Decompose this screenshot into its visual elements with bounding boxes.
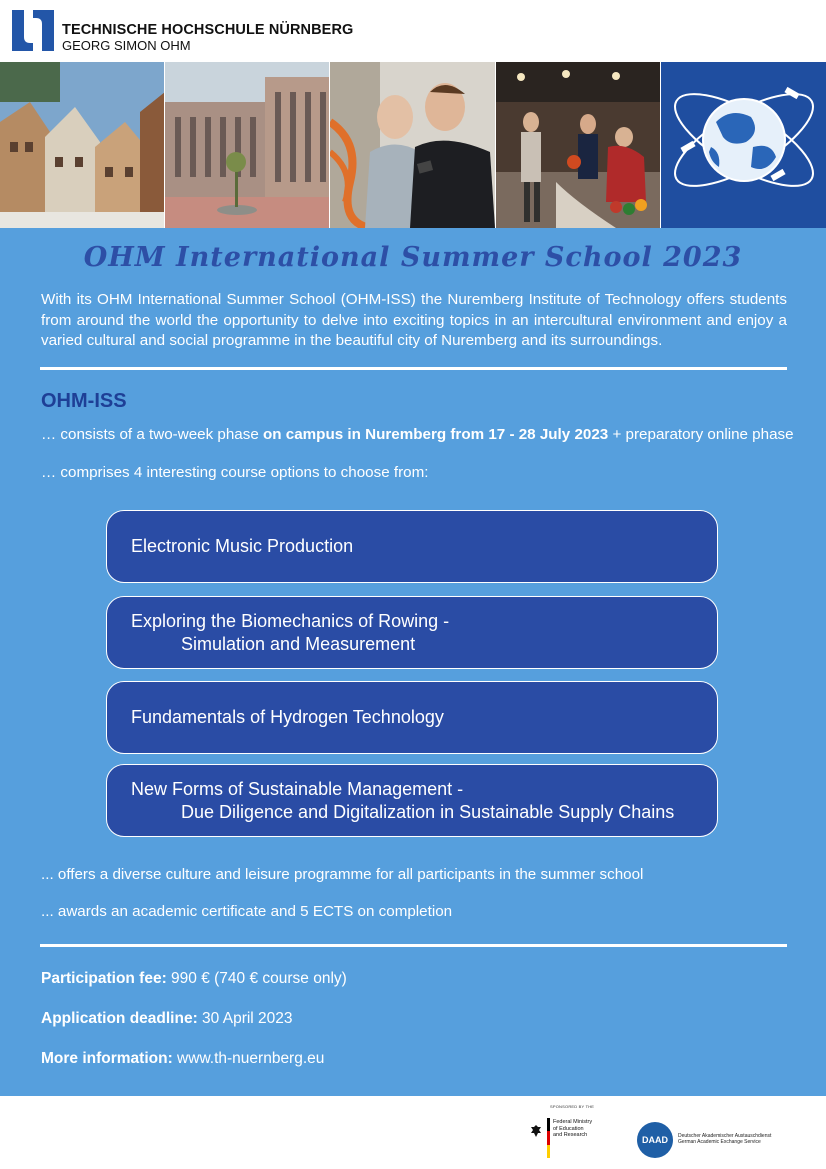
daad-name: [678, 1133, 771, 1145]
more-info-label: More information:: [41, 1050, 173, 1067]
main-content: [0, 228, 826, 1096]
section-heading: OHM-ISS: [41, 390, 127, 412]
deadline-info: [41, 1010, 293, 1028]
course-box-1: [106, 510, 718, 583]
bmbf-line-1: Federal Ministry: [553, 1119, 593, 1125]
bmbf-line-2: of Education: [553, 1125, 584, 1132]
globe-satellite-icon: [661, 62, 826, 228]
fee-value: 990 € (740 € course only): [166, 970, 347, 987]
photo-strip: [0, 62, 826, 228]
course-2-title: Exploring the Biomechanics of Rowing -: [131, 610, 450, 631]
fee-label: Participation fee:: [41, 970, 167, 987]
deadline-label: Application deadline:: [41, 1010, 198, 1027]
culture-programme-line: ... offers a diverse culture and leisure programme for all participants in the summer school: [41, 866, 644, 883]
course-box-2: [106, 596, 718, 669]
campus-phase-suffix: + preparatory online phase: [608, 426, 794, 443]
photo-bowling: [496, 62, 660, 228]
footer: [0, 1096, 826, 1169]
campus-phase-dates: on campus in Nuremberg from 17 - 28 July 2023: [263, 426, 609, 443]
deadline-value: 30 April 2023: [197, 1010, 293, 1027]
header: [0, 0, 826, 62]
bmbf-name: [553, 1119, 592, 1139]
daad-line-1: Deutscher Akademischer Austauschdienst: [678, 1133, 772, 1139]
photo-students-lab: [330, 62, 494, 228]
course-1-title: Electronic Music Production: [131, 536, 354, 556]
more-info-link[interactable]: www.th-nuernberg.eu: [172, 1050, 325, 1067]
course-4-subtitle: Due Diligence and Digitalization in Sustainable Supply Chains: [181, 801, 675, 822]
german-flag-bar: [547, 1118, 550, 1158]
federal-eagle-icon: [530, 1124, 542, 1138]
sponsor-label: SPONSORED BY THE: [550, 1104, 595, 1109]
university-subtitle: GEORG SIMON OHM: [62, 38, 191, 53]
divider-bottom: [40, 944, 787, 947]
course-options-line: … comprises 4 interesting course options to choose from:: [41, 464, 429, 481]
photo-old-town: [0, 62, 164, 228]
course-box-3: [106, 681, 718, 754]
course-3-title: Fundamentals of Hydrogen Technology: [131, 707, 444, 727]
course-2-subtitle: Simulation and Measurement: [181, 633, 416, 654]
daad-logo: DAAD: [637, 1122, 673, 1158]
university-name: TECHNISCHE HOCHSCHULE NÜRNBERG: [62, 22, 354, 38]
photo-campus-building: [165, 62, 329, 228]
divider-top: [40, 367, 787, 370]
page-title: OHM International Summer School 2023: [83, 242, 743, 273]
fee-info: [41, 970, 347, 988]
campus-phase-line: [41, 426, 794, 443]
daad-line-2: German Academic Exchange Service: [678, 1139, 761, 1145]
certificate-line: ... awards an academic certificate and 5 ECTS on completion: [41, 903, 453, 920]
more-info: [41, 1050, 324, 1068]
intro-paragraph: With its OHM International Summer School (OHM-ISS) the Nuremberg Institute of Technology offers students from around the world the opportunity to delve into exciting topics in an intercultural environment and enjoy a varied cultural and social programme in the beautiful city of Nuremberg and its surroundings.: [41, 291, 787, 349]
campus-phase-prefix: … consists of a two-week phase: [41, 426, 264, 443]
bmbf-line-3: and Research: [553, 1132, 588, 1138]
th-logo-icon: [12, 10, 54, 51]
course-4-title: New Forms of Sustainable Management -: [131, 778, 464, 799]
course-box-4: [106, 764, 718, 837]
photo-globe: [661, 62, 826, 228]
